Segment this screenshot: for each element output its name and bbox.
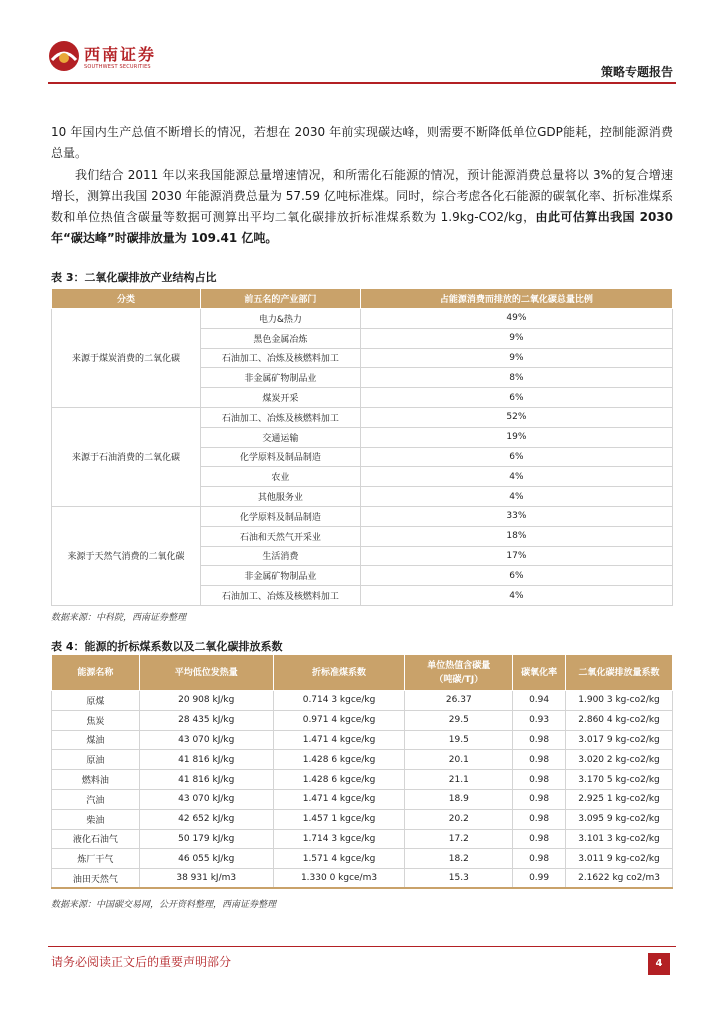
table4-cell: 3.170 5 kg-co2/kg (566, 770, 673, 790)
table3-cell: 农业 (200, 467, 360, 487)
table3-category-oil: 来源于石油消费的二氧化碳 (52, 407, 201, 506)
table3-cell: 生活消费 (200, 546, 360, 566)
table3-cell: 19% (360, 427, 672, 447)
table4-header-carbon-content-unit: （吨碳/TJ） (434, 674, 484, 685)
table4-cell: 0.98 (513, 750, 566, 770)
table4-cell: 50 179 kJ/kg (139, 829, 273, 849)
table4-cell: 柴油 (52, 809, 140, 829)
table3-cell: 石油加工、冶炼及核燃料加工 (200, 348, 360, 368)
table4-cell: 29.5 (405, 710, 513, 730)
table4-header-oxidation-rate: 碳氧化率 (513, 655, 566, 691)
table4-cell: 炼厂干气 (52, 849, 140, 869)
table4-cell: 20.2 (405, 809, 513, 829)
table3-cell: 52% (360, 407, 672, 427)
paragraph-1: 10 年国内生产总值不断增长的情况，若想在 2030 年前实现碳达峰，则需要不断降低单位GDP能耗，控制能源消费总量。 (51, 125, 673, 160)
table4-cell: 1.471 4 kgce/kg (273, 730, 405, 750)
table3-cell: 石油加工、冶炼及核燃料加工 (200, 407, 360, 427)
table4-cell: 2.1622 kg co2/m3 (566, 869, 673, 889)
paragraph-2-conclusion: 由此可估算出我国 2030 年“碳达峰”时碳排放量为 109.41 亿吨。 (51, 210, 673, 245)
table-row (52, 710, 673, 730)
table4-source: 数据来源：中国碳交易网，公开资料整理，西南证券整理 (51, 900, 277, 910)
table-row (52, 829, 673, 849)
table4-cell: 3.095 9 kg-co2/kg (566, 809, 673, 829)
table4-cell: 0.714 3 kgce/kg (273, 691, 405, 711)
table3-header-row (52, 289, 673, 309)
table4-cell: 43 070 kJ/kg (139, 730, 273, 750)
table4-cell: 汽油 (52, 789, 140, 809)
table-row (52, 309, 673, 329)
table4-cell: 1.330 0 kgce/m3 (273, 869, 405, 889)
table4-cell: 焦炭 (52, 710, 140, 730)
table3-cell: 4% (360, 586, 672, 606)
table-row (52, 770, 673, 790)
table4-cell: 42 652 kJ/kg (139, 809, 273, 829)
table3-caption: 表 3：二氧化碳排放产业结构占比 (51, 271, 217, 284)
table-row (52, 809, 673, 829)
table4-header-carbon-content (405, 655, 513, 691)
table-row (52, 407, 673, 427)
table3-cell: 其他服务业 (200, 487, 360, 507)
table4-cell: 3.101 3 kg-co2/kg (566, 829, 673, 849)
table4-cell: 燃料油 (52, 770, 140, 790)
logo-mark-icon (48, 40, 80, 72)
table3-cell: 17% (360, 546, 672, 566)
table4-cell: 43 070 kJ/kg (139, 789, 273, 809)
table3-cell: 化学原料及制品制造 (200, 506, 360, 526)
table3-cell: 4% (360, 487, 672, 507)
table3-cell: 非金属矿物制品业 (200, 368, 360, 388)
table3 (51, 288, 673, 606)
table4-cell: 41 816 kJ/kg (139, 750, 273, 770)
table4-cell: 1.471 4 kgce/kg (273, 789, 405, 809)
paragraph-2 (51, 165, 673, 249)
table3-cell: 9% (360, 348, 672, 368)
table3-header-share: 占能源消费而排放的二氧化碳总量比例 (360, 289, 672, 309)
table4-cell: 15.3 (405, 869, 513, 889)
company-logo (48, 40, 168, 76)
table4-cell: 0.98 (513, 849, 566, 869)
table4-cell: 3.011 9 kg-co2/kg (566, 849, 673, 869)
table3-cell: 49% (360, 309, 672, 329)
table4-cell: 0.98 (513, 829, 566, 849)
table4-cell: 原煤 (52, 691, 140, 711)
table3-cell: 化学原料及制品制造 (200, 447, 360, 467)
table-row (52, 849, 673, 869)
table4-cell: 1.571 4 kgce/kg (273, 849, 405, 869)
paragraph-2-text: 我们结合 2011 年以来我国能源总量增速情况，和所需化石能源的情况，预计能源消费总量将以 3%的复合增速增长，测算出我国 2030 年能源消费总量为 57.59 亿吨标准煤。同时，综合考虑各化石能源的碳氧化率、折标准煤系数和单位热值含碳量等数据可测算出平均二氧化碳排放折标准煤系数为 1.9kg-CO2/kg， (51, 168, 673, 224)
table3-cell: 18% (360, 526, 672, 546)
table4-cell: 3.020 2 kg-co2/kg (566, 750, 673, 770)
table4-cell: 煤油 (52, 730, 140, 750)
table4-cell: 0.99 (513, 869, 566, 889)
table-row (52, 691, 673, 711)
table3-cell: 6% (360, 388, 672, 408)
table4-cell: 18.9 (405, 789, 513, 809)
footer-divider (48, 946, 676, 947)
table3-category-coal: 来源于煤炭消费的二氧化碳 (52, 309, 201, 408)
table3-cell: 33% (360, 506, 672, 526)
table4-cell: 2.925 1 kg-co2/kg (566, 789, 673, 809)
table3-cell: 电力&热力 (200, 309, 360, 329)
table4-cell: 20 908 kJ/kg (139, 691, 273, 711)
table-row (52, 869, 673, 889)
table4-cell: 0.98 (513, 730, 566, 750)
table4-cell: 原油 (52, 750, 140, 770)
table4 (51, 654, 673, 889)
report-type: 策略专题报告 (600, 65, 673, 79)
table3-category-gas: 来源于天然气消费的二氧化碳 (52, 506, 201, 605)
table4-header-co2-coefficient: 二氧化碳排放量系数 (566, 655, 673, 691)
table3-cell: 4% (360, 467, 672, 487)
table4-cell: 1.428 6 kgce/kg (273, 770, 405, 790)
footer-disclaimer: 请务必阅读正文后的重要声明部分 (51, 955, 232, 969)
table4-cell: 1.900 3 kg-co2/kg (566, 691, 673, 711)
table3-header-category: 分类 (52, 289, 201, 309)
table4-cell: 21.1 (405, 770, 513, 790)
table4-header-carbon-content-line1: 单位热值含碳量 (427, 660, 491, 671)
table3-cell: 6% (360, 447, 672, 467)
logo-chinese-name: 西南证券 (84, 45, 157, 64)
table4-cell: 1.714 3 kgce/kg (273, 829, 405, 849)
table3-cell: 8% (360, 368, 672, 388)
table4-cell: 17.2 (405, 829, 513, 849)
table4-cell: 1.457 1 kgce/kg (273, 809, 405, 829)
table4-cell: 油田天然气 (52, 869, 140, 889)
table3-source: 数据来源：中科院，西南证券整理 (51, 613, 187, 623)
header-divider (48, 82, 676, 84)
table4-cell: 19.5 (405, 730, 513, 750)
table3-cell: 石油加工、冶炼及核燃料加工 (200, 586, 360, 606)
table-row (52, 789, 673, 809)
table-row (52, 730, 673, 750)
table-row (52, 750, 673, 770)
table4-header-energy: 能源名称 (52, 655, 140, 691)
table3-cell: 6% (360, 566, 672, 586)
table4-cell: 46 055 kJ/kg (139, 849, 273, 869)
table4-header-row (52, 655, 673, 691)
table3-cell: 9% (360, 328, 672, 348)
table3-cell: 黑色金属冶炼 (200, 328, 360, 348)
table3-cell: 交通运输 (200, 427, 360, 447)
logo-english-name: SOUTHWEST SECURITIES (84, 64, 151, 70)
table4-cell: 0.98 (513, 809, 566, 829)
table4-cell: 0.971 4 kgce/kg (273, 710, 405, 730)
table4-cell: 1.428 6 kgce/kg (273, 750, 405, 770)
table4-cell: 0.98 (513, 789, 566, 809)
table4-caption: 表 4：能源的折标煤系数以及二氧化碳排放系数 (51, 640, 283, 653)
table4-cell: 液化石油气 (52, 829, 140, 849)
table4-cell: 26.37 (405, 691, 513, 711)
table4-cell: 0.94 (513, 691, 566, 711)
table3-cell: 煤炭开采 (200, 388, 360, 408)
table3-cell: 非金属矿物制品业 (200, 566, 360, 586)
table4-cell: 2.860 4 kg-co2/kg (566, 710, 673, 730)
table4-cell: 41 816 kJ/kg (139, 770, 273, 790)
table4-header-heat-value: 平均低位发热量 (139, 655, 273, 691)
table4-cell: 18.2 (405, 849, 513, 869)
table4-cell: 38 931 kJ/m3 (139, 869, 273, 889)
table4-cell: 20.1 (405, 750, 513, 770)
table4-cell: 3.017 9 kg-co2/kg (566, 730, 673, 750)
table-row (52, 506, 673, 526)
page-number: 4 (648, 953, 670, 975)
table4-cell: 28 435 kJ/kg (139, 710, 273, 730)
table4-cell: 0.93 (513, 710, 566, 730)
table3-header-sector: 前五名的产业部门 (200, 289, 360, 309)
table4-cell: 0.98 (513, 770, 566, 790)
table4-header-coal-coefficient: 折标准煤系数 (273, 655, 405, 691)
table3-cell: 石油和天然气开采业 (200, 526, 360, 546)
